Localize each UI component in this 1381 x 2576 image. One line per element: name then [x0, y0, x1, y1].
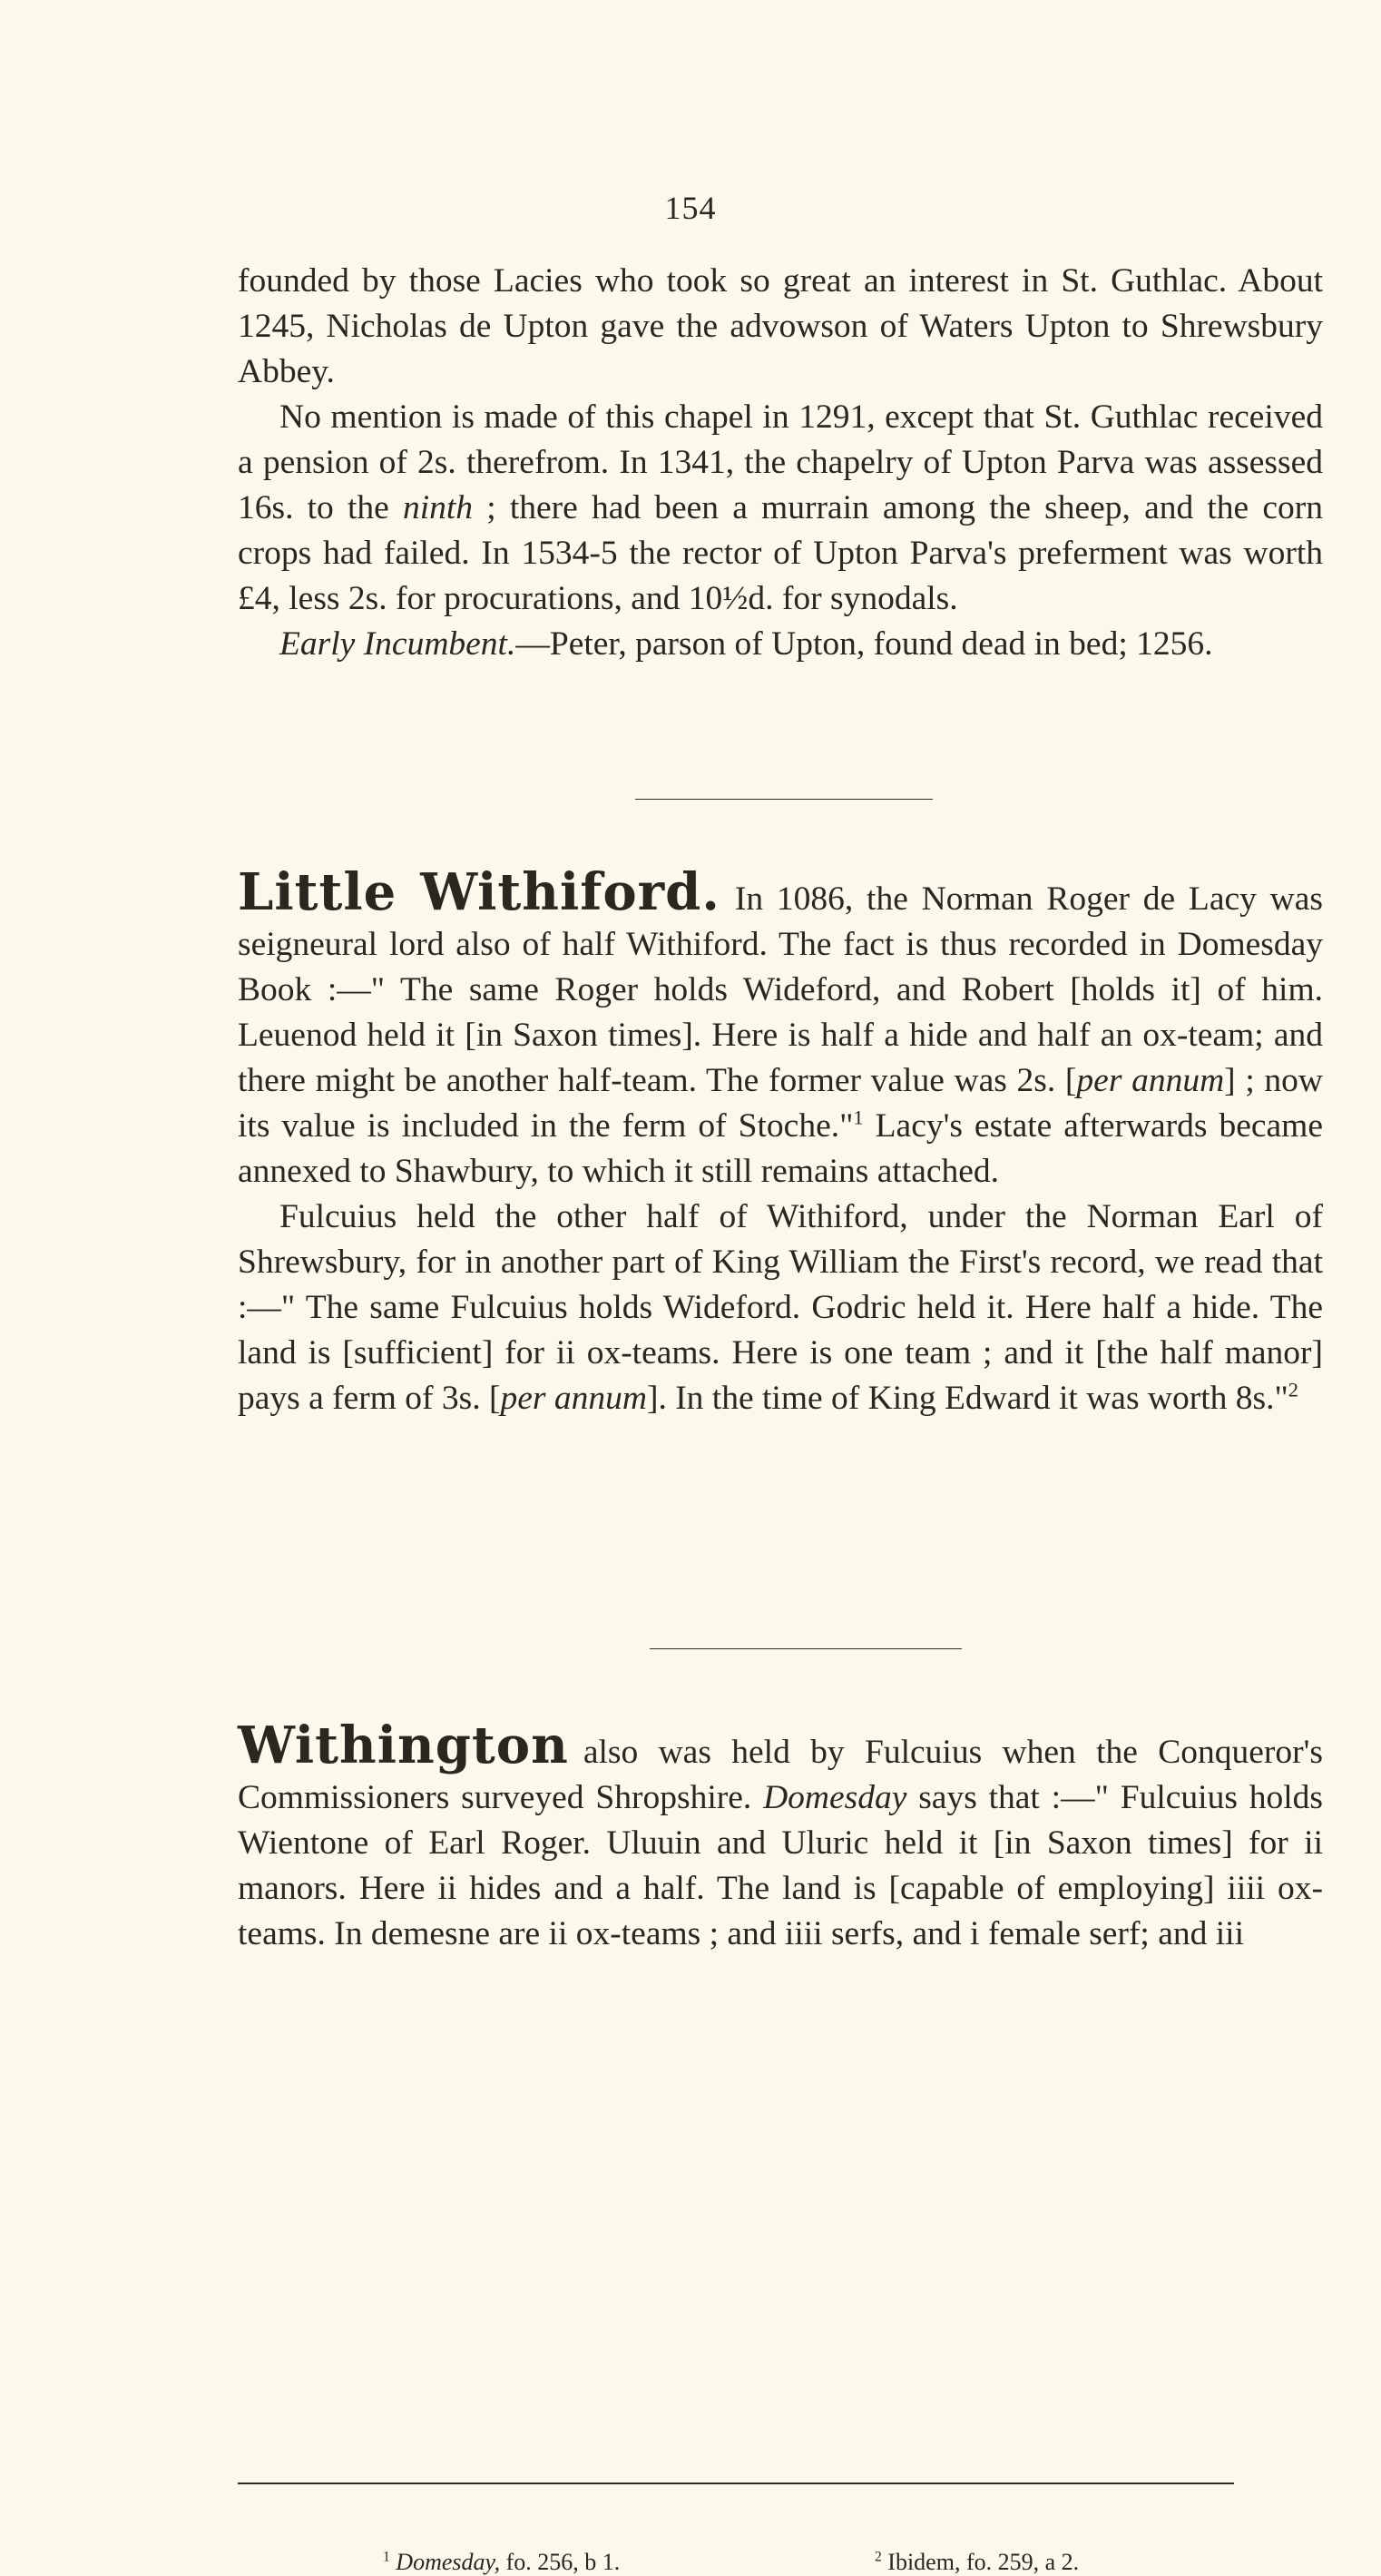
footnote-mark: 2 [875, 2549, 882, 2565]
footnote-text: Ibidem, fo. 259, a 2. [881, 2549, 1080, 2575]
text: also was held by Fulcuius when the Conqueror's Commissioners surveyed Shropshire. [238, 1734, 1323, 1816]
text: ] ; now its value is included in the ferm of Stoche." [238, 1062, 1323, 1145]
paragraph [238, 1195, 1323, 1421]
text-block-withiford [238, 862, 1323, 1421]
italic-term: per annum [500, 1380, 647, 1417]
text: No mention is made of this chapel in 1291, except that St. Guthlac received a pension of 2s. therefrom. In 1341, the chapelry of Upton Parva was assessed 16s. to the [238, 398, 1323, 526]
paragraph [238, 1716, 1323, 1957]
text: In 1086, the Norman Roger de Lacy was seigneural lord also of half Withiford. The fact is thus recorded in Domesday Book :—" The same Roger holds Wideford, and Robert [holds it] of him. Leuenod held it [in Saxon times]. Here is half a hide and half an ox-team; and there might be another half-team. The former value was 2s. [ [238, 880, 1323, 1099]
footnote-marker: 1 [853, 1106, 864, 1129]
footnote-mark: 1 [383, 2549, 390, 2565]
text-block-upton [238, 259, 1323, 667]
section-heading: Withington [238, 1716, 569, 1775]
section-heading: Little Withiford. [238, 862, 720, 922]
text: says that :—" Fulcuius holds Wientone of Earl Roger. Uluuin and Uluric held it [in Saxon times] for ii manors. Here ii hides and a half. The land is [capable of employing] iiii ox-teams. In demesne are ii ox-teams ; and iiii serfs, and i female serf; and iii [238, 1779, 1323, 1952]
text: ; there had been a murrain among the sheep, and the corn crops had failed. In 1534-5 the rector of Upton Parva's preferment was worth £4, less 2s. for procurations, and 10½d. for synodals. [238, 489, 1323, 617]
italic-term: per annum [1076, 1062, 1225, 1099]
italic-term: Domesday [763, 1779, 907, 1816]
paragraph [238, 395, 1323, 622]
footnote-divider [238, 2483, 1234, 2484]
text-block-withington [238, 1716, 1323, 1957]
page-number: 154 [664, 190, 717, 226]
section-divider [635, 799, 933, 800]
text: ]. In the time of King Edward it was worth 8s." [646, 1380, 1288, 1417]
text: —Peter, parson of Upton, found dead in bed; 1256. [515, 625, 1213, 663]
text: Lacy's estate afterwards became annexed to Shawbury, to which it still remains attached. [238, 1107, 1323, 1190]
paragraph: founded by those Lacies who took so great an interest in St. Guthlac. About 1245, Nicholas de Upton gave the advowson of Waters Upton to Shrewsbury Abbey. [238, 262, 1323, 390]
paragraph [238, 862, 1323, 1195]
footnote-ref: fo. 256, b 1. [500, 2549, 621, 2575]
footnote-1 [383, 2549, 620, 2576]
section-divider [650, 1648, 962, 1649]
text: Fulcuius held the other half of Withiford, under the Norman Earl of Shrewsbury, for in another part of King William the First's record, we read that :—" The same Fulcuius holds Wideford. Godric held it. Here half a hide. The land is [sufficient] for ii ox-teams. Here is one team ; and it [the half manor] pays a ferm of 3s. [ [238, 1198, 1323, 1417]
footnote-2 [875, 2549, 1079, 2576]
italic-term: ninth [402, 489, 474, 526]
footnote-source: Domesday, [396, 2549, 501, 2575]
paragraph [238, 622, 1323, 667]
incumbent-label: Early Incumbent. [279, 625, 516, 663]
footnote-marker: 2 [1288, 1378, 1299, 1401]
